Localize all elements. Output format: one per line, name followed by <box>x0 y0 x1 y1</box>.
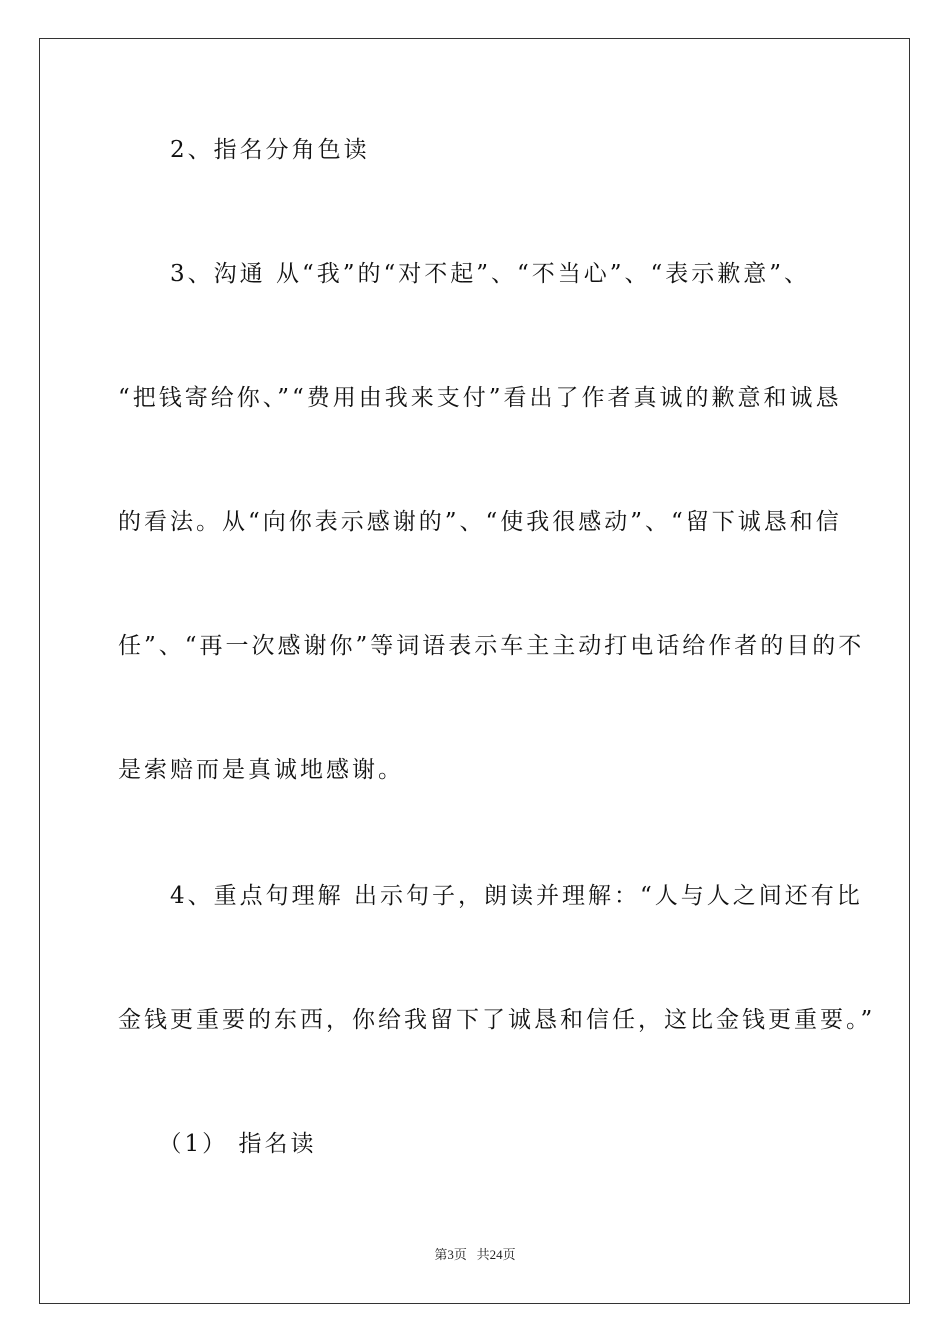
text-line: 2、指名分角色读 <box>118 137 370 163</box>
text-line: 任”、“再一次感谢你”等词语表示车主主动打电话给作者的目的不 <box>118 633 865 659</box>
paragraph-item-3 <box>118 212 865 832</box>
text-line: （1） 指名读 <box>118 1131 317 1157</box>
text-line: 4、重点句理解 出示句子，朗读并理解：“人与人之间还有比 <box>118 883 863 909</box>
text-line: 的看法。从“向你表示感谢的”、“使我很感动”、“留下诚恳和信 <box>118 509 842 535</box>
page-number-footer: 第3页 共24页 <box>434 1247 516 1262</box>
text-line: 金钱更重要的东西，你给我留下了诚恳和信任，这比金钱更重要。” <box>118 1007 876 1033</box>
text-line: 3、沟通 从“我”的“对不起”、“不当心”、“表示歉意”、 <box>118 261 811 287</box>
paragraph-subitem-1 <box>118 1082 834 1206</box>
text-line: “把钱寄给你、”“费用由我来支付”看出了作者真诚的歉意和诚恳 <box>118 385 842 411</box>
text-line: 是索赔而是真诚地感谢。 <box>118 757 404 783</box>
paragraph-item-2 <box>118 88 834 212</box>
paragraph-item-4 <box>118 834 876 1082</box>
